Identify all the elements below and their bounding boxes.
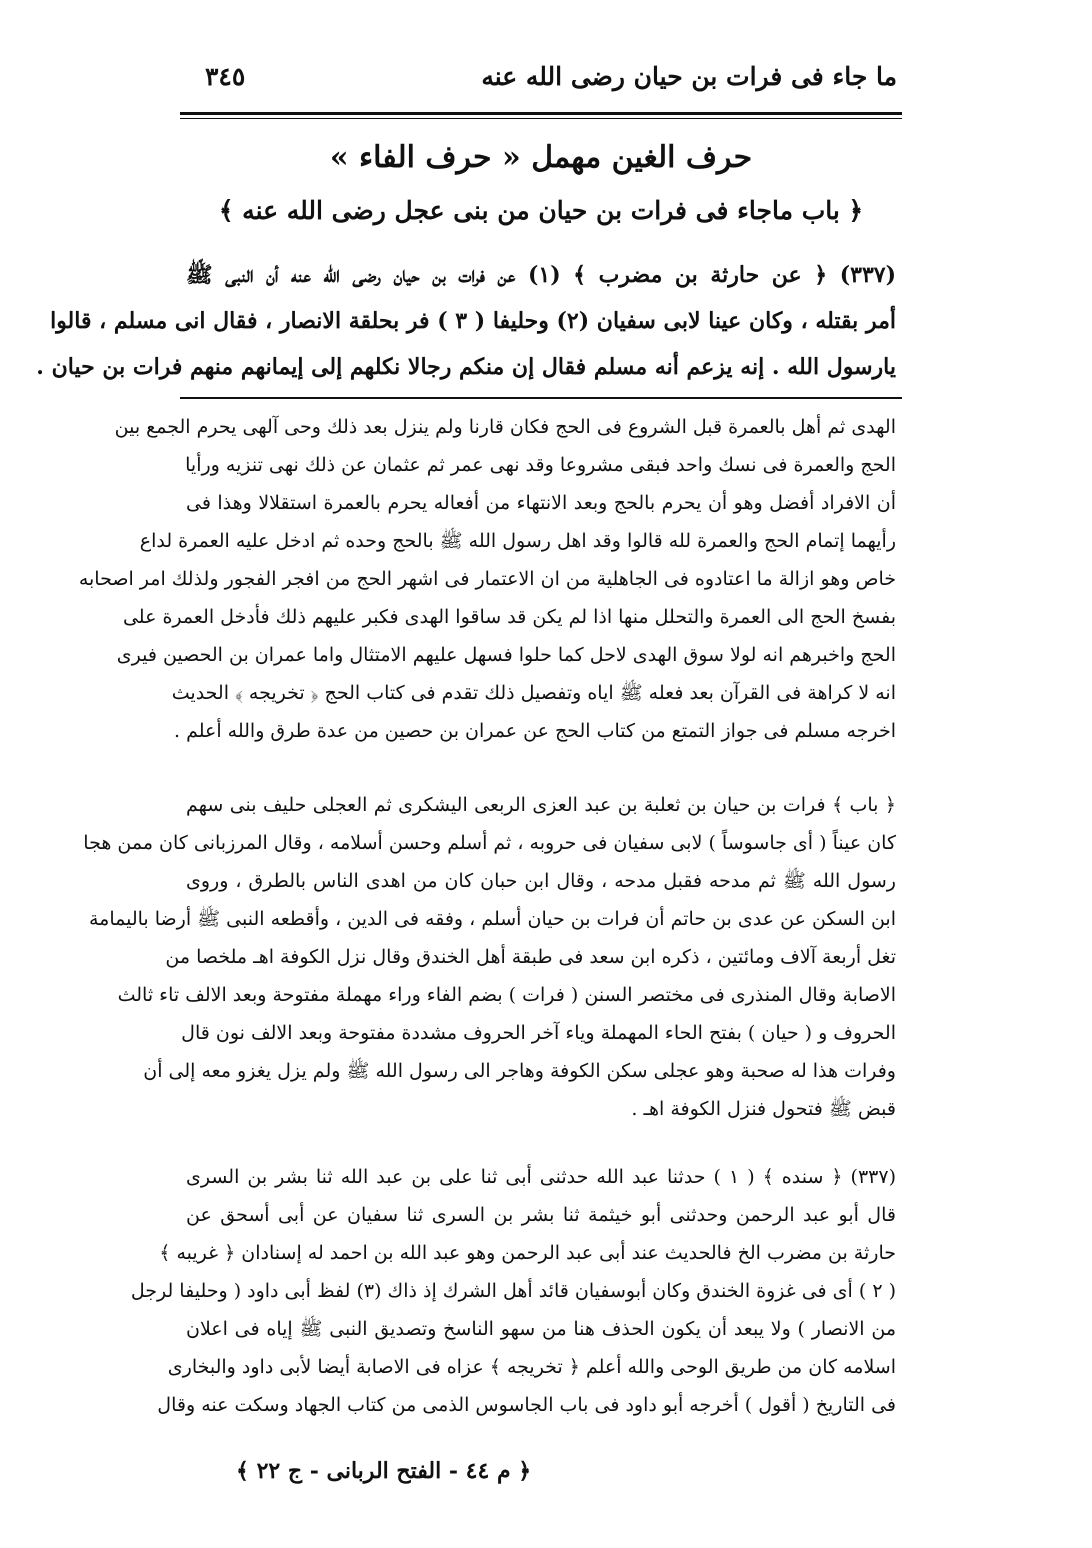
note-line: اسلامه كان من طريق الوحى والله أعلم ﴿ تخريجه ﴾ عزاه فى الاصابة أيضا لأبى داود والبخارى <box>167 1356 896 1378</box>
commentary-block <box>78 408 896 750</box>
header-rule <box>180 112 902 115</box>
biography-block <box>83 786 896 1128</box>
page-number: ٣٤٥ <box>205 62 246 91</box>
page-footer <box>186 1458 896 1484</box>
note-line: كان عيناً ( أى جاسوساً ) لابى سفيان فى حروبه ، ثم أسلم وحسن أسلامه ، وقال المرزبانى كان ممن هجا <box>83 832 896 854</box>
note-line: انه لا كراهة فى القرآن بعد فعله ﷺ اياه وتفصيل ذلك تقدم فى كتاب الحج ﴿ تخريجه ﴾ الحديث <box>171 682 896 704</box>
note-line: ( ٢ ) أى فى غزوة الخندق وكان أبوسفيان قائد أهل الشرك إذ ذاك (٣) لفظ أبى داود ( وحليفا لرجل <box>130 1280 896 1302</box>
note-line: أن الافراد أفضل وهو أن يحرم بالحج وبعد الانتهاء من أفعاله يحرم بالعمرة استقلالا وهذا فى <box>186 492 896 514</box>
note-line: من الانصار ) ولا يبعد أن يكون الحذف هنا من سهو الناسخ وتصديق النبى ﷺ إياه فى اعلان <box>186 1318 896 1340</box>
signature-mark: ﴿ م ٤٤ - الفتح الربانى - ج ٢٢ ﴾ <box>236 1458 532 1484</box>
note-line: قبض ﷺ فتحول فنزل الكوفة اهـ . <box>631 1098 896 1120</box>
note-line: اخرجه مسلم فى جواز التمتع من كتاب الحج عن عمران بن حصين من عدة طرق والله أعلم . <box>174 720 896 742</box>
note-line: الحج والعمرة فى نسك واحد فبقى مشروعا وقد نهى عمر ثم عثمان عن ذلك نهى تنزيه ورأيا <box>185 454 896 476</box>
hadith-text <box>36 252 896 390</box>
note-line: تغل أربعة آلاف ومائتين ، ذكره ابن سعد فى طبقة أهل الخندق وقال نزل الكوفة اهـ ملخصا من <box>165 946 896 968</box>
note-line: رسول الله ﷺ ثم مدحه فقبل مدحه ، وقال ابن حبان كان من اهدى الناس بالطرق ، وروى <box>186 870 896 892</box>
note-line: فى التاريخ ( أقول ) أخرجه أبو داود فى باب الجاسوس الذمى من كتاب الجهاد وسكت عنه وقال <box>157 1394 896 1416</box>
note-line: خاص وهو ازالة ما اعتادوه فى الجاهلية من ان الاعتمار فى اشهر الحج من افجر الفجور ولذلك امر اصحابه <box>78 568 896 590</box>
isnad-block <box>130 1158 897 1424</box>
note-line: (٣٣٧) ﴿ سنده ﴾ ( ١ ) حدثنا عبد الله حدثنى أبى ثنا على بن عبد الله ثنا بشر بن السرى <box>186 1166 897 1188</box>
note-line: قال أبو عبد الرحمن وحدثنى أبو خيثمة ثنا بشر بن السرى ثنا سفيان عن أبى أسحق عن <box>186 1204 896 1226</box>
text-line: (٣٣٧) ﴿ عن حارثة بن مضرب ﴾ (١) عن فرات بن حيان رضى الله عنه أن النبى ﷺ <box>186 262 896 288</box>
text-line: يارسول الله . إنه يزعم أنه مسلم فقال إن منكم رجالا نكلهم إلى إيمانهم منهم فرات بن حيان . <box>36 354 896 380</box>
note-line: حارثة بن مضرب الخ فالحديث عند أبى عبد الرحمن وهو عبد الله بن احمد له إسنادان ﴿ غريبه ﴾ <box>159 1242 896 1264</box>
text-line: أمر بقتله ، وكان عينا لابى سفيان (٢) وحليفا ( ٣ ) فر بحلقة الانصار ، فقال انى مسلم ، قالوا <box>50 308 896 334</box>
notes-separator <box>180 397 902 399</box>
section-heading: حرف الغين مهمل « حرف الفاء » <box>329 140 753 175</box>
header-rule-thin <box>180 118 902 119</box>
page-header <box>185 60 897 100</box>
note-line: بفسخ الحج الى العمرة والتحلل منها اذا لم يكن قد ساقوا الهدى فكبر عليهم ذلك فأدخل العمرة على <box>122 606 896 628</box>
note-line: وفرات هذا له صحبة وهو عجلى سكن الكوفة وهاجر الى رسول الله ﷺ ولم يزل يغزو معه إلى أن <box>143 1060 896 1082</box>
note-line: الحج واخبرهم انه لولا سوق الهدى لاحل كما حلوا فسهل عليهم الامتثال واما عمران بن الحصين فيرى <box>116 644 896 666</box>
note-line: رأيهما إتمام الحج والعمرة لله قالوا وقد اهل رسول الله ﷺ بالحج وحده ثم ادخل عليه العمرة لداع <box>139 530 896 552</box>
note-line: الاصابة وقال المنذرى فى مختصر السنن ( فرات ) بضم الفاء وراء مهملة مفتوحة وبعد الالف تاء ثالث <box>117 984 896 1006</box>
chapter-heading: ﴿ باب ماجاء فى فرات بن حيان من بنى عجل رضى الله عنه ﴾ <box>218 196 864 225</box>
note-line: الهدى ثم أهل بالعمرة قبل الشروع فى الحج فكان قارنا ولم ينزل بعد ذلك وحى آلهى يحرم الجمع بين <box>114 416 896 438</box>
note-line: ابن السكن عن عدى بن حاتم أن فرات بن حيان أسلم ، وفقه فى الدين ، وأقطعه النبى ﷺ أرضا باليمامة <box>88 908 896 930</box>
running-title: ما جاء فى فرات بن حيان رضى الله عنه <box>481 62 897 91</box>
note-line: ﴿ باب ﴾ فرات بن حيان بن ثعلبة بن عبد العزى الربعى اليشكرى ثم العجلى حليف بنى سهم <box>186 794 896 816</box>
note-line: الحروف و ( حيان ) بفتح الحاء المهملة وياء آخر الحروف مشددة مفتوحة وبعد الالف نون قال <box>181 1022 896 1044</box>
